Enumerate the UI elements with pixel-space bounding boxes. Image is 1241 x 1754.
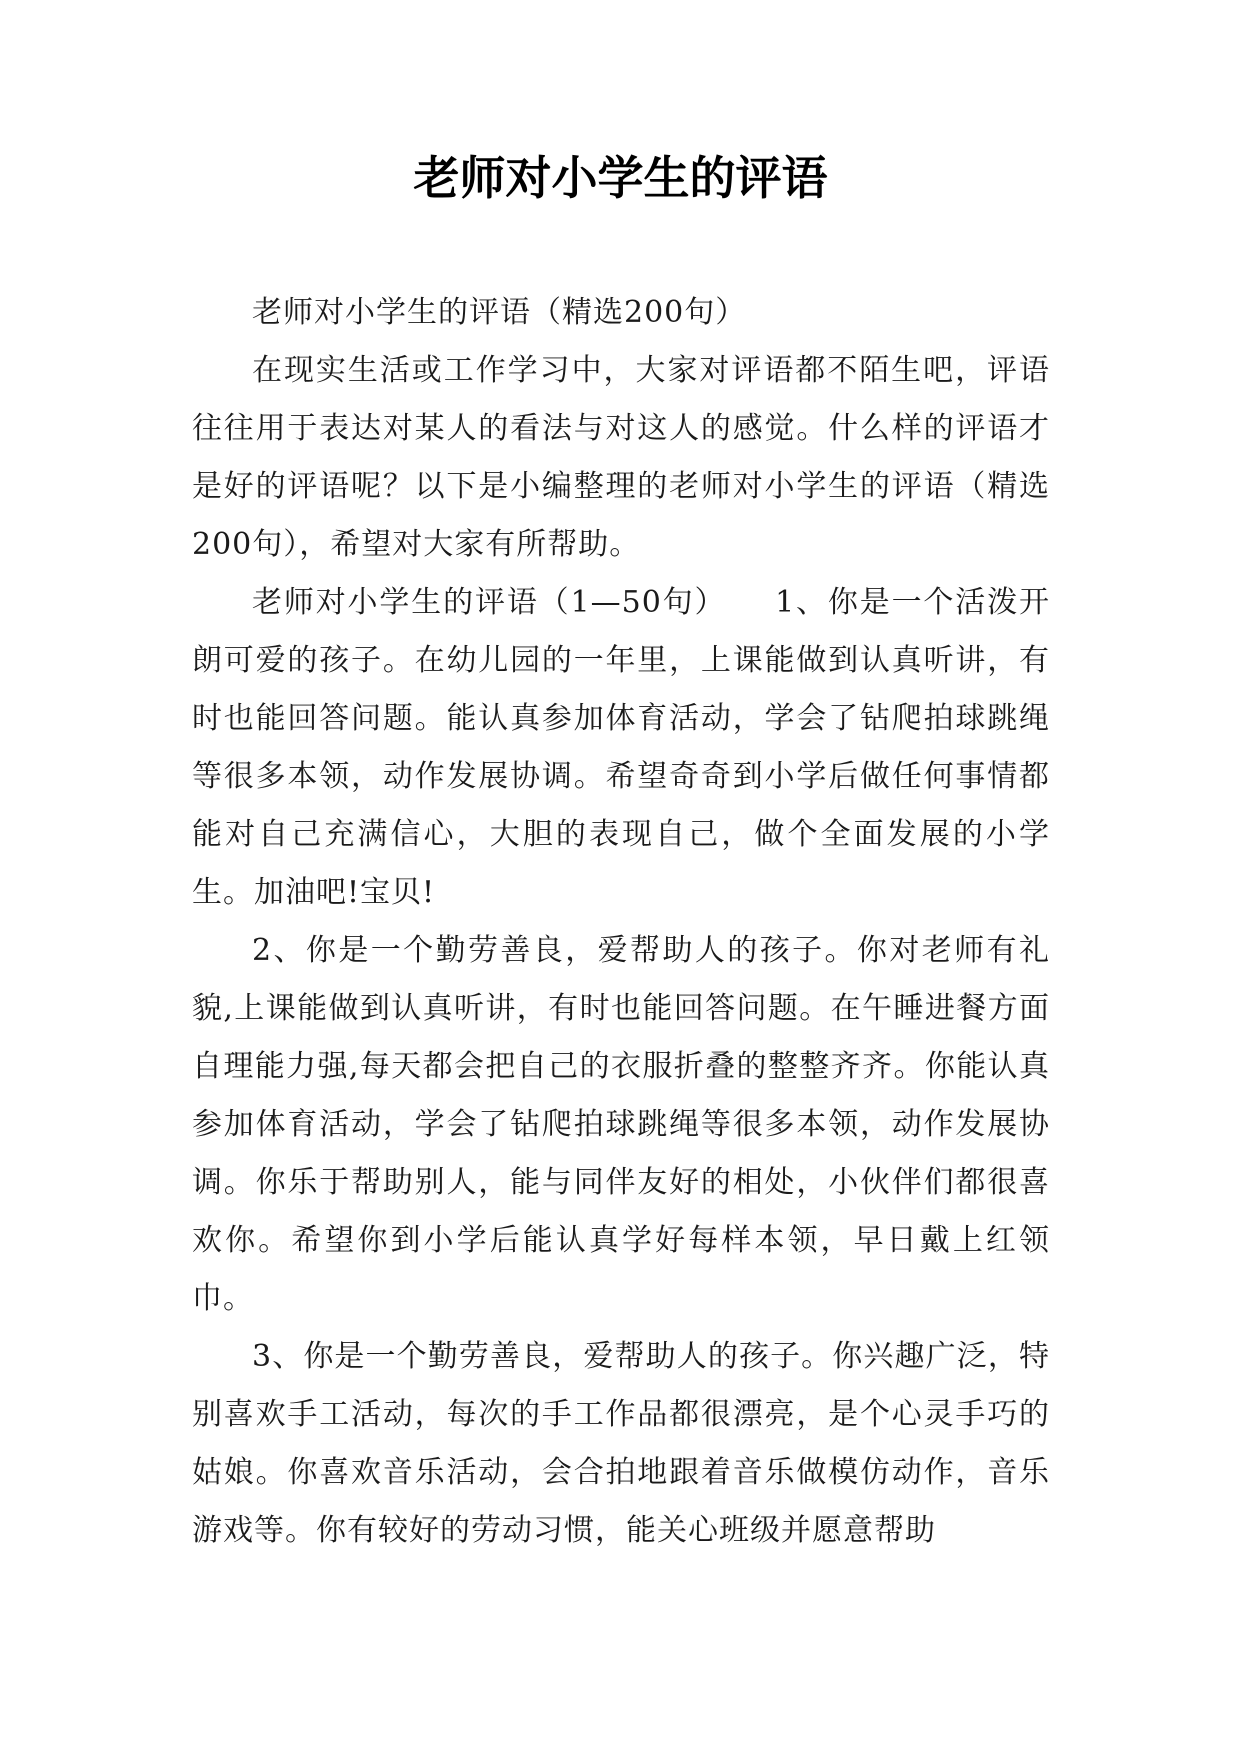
document-body (192, 284, 1050, 1560)
paragraph-intro: 在现实生活或工作学习中，大家对评语都不陌生吧，评语往往用于表达对某人的看法与对这人的感觉。什么样的评语才是好的评语呢？以下是小编整理的老师对小学生的评语（精选200句），希望对大家有所帮助。 (192, 353, 1050, 562)
paragraph-comment-3: 3、你是一个勤劳善良，爱帮助人的孩子。你兴趣广泛，特别喜欢手工活动，每次的手工作品都很漂亮，是个心灵手巧的姑娘。你喜欢音乐活动，会合拍地跟着音乐做模仿动作，音乐游戏等。你有较好的劳动习惯，能关心班级并愿意帮助 (192, 1339, 1050, 1548)
paragraph-comment-1: 老师对小学生的评语（1—50句） 1、你是一个活泼开朗可爱的孩子。在幼儿园的一年里，上课能做到认真听讲，有时也能回答问题。能认真参加体育活动，学会了钻爬拍球跳绳等很多本领，动作发展协调。希望奇奇到小学后做任何事情都能对自己充满信心，大胆的表现自己，做个全面发展的小学生。加油吧!宝贝! (192, 585, 1050, 910)
paragraph-comment-2: 2、你是一个勤劳善良，爱帮助人的孩子。你对老师有礼貌,上课能做到认真听讲，有时也能回答问题。在午睡进餐方面自理能力强,每天都会把自己的衣服折叠的整整齐齐。你能认真参加体育活动，学会了钻爬拍球跳绳等很多本领，动作发展协调。你乐于帮助别人，能与同伴友好的相处，小伙伴们都很喜欢你。希望你到小学后能认真学好每样本领，早日戴上红领巾。 (192, 933, 1050, 1316)
document-title: 老师对小学生的评语 (413, 151, 828, 205)
paragraph-subtitle: 老师对小学生的评语（精选200句） (252, 295, 747, 330)
